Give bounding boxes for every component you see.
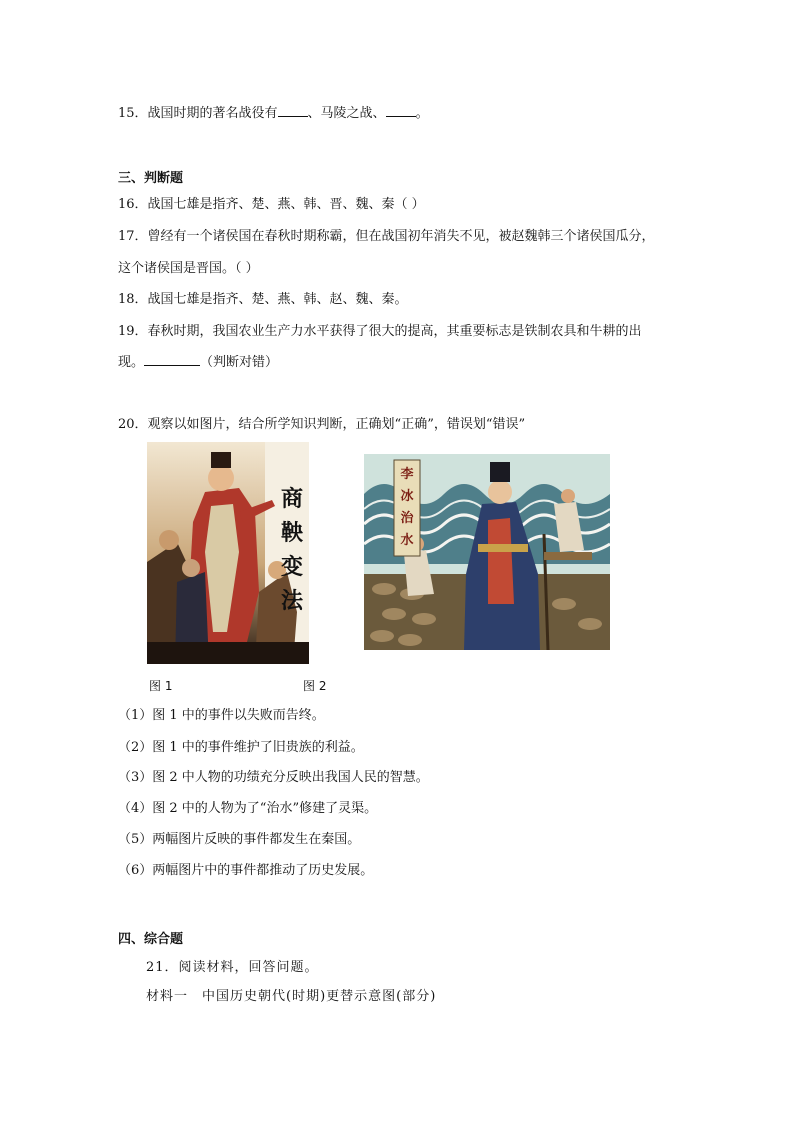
figure-2-char: 治 [400, 511, 414, 526]
figure-1-title [277, 482, 307, 618]
section-4-title: 四、综合题 [118, 932, 184, 947]
answer-blank[interactable] [386, 104, 416, 117]
question-20-item-5: （5）两幅图片反映的事件都发生在秦国。 [118, 832, 361, 847]
question-15 [118, 104, 429, 123]
figure-1-caption: 图 1 [149, 679, 173, 693]
section-3-title: 三、判断题 [118, 171, 184, 186]
question-19-line1: 19．春秋时期，我国农业生产力水平获得了很大的提高，其重要标志是铁制农具和牛耕的出 [118, 324, 642, 339]
question-16: 16．战国七雄是指齐、楚、燕、韩、晋、魏、秦（ ） [118, 197, 425, 212]
figure-1-char: 鞅 [280, 520, 303, 546]
q15-mid: 、马陵之战、 [307, 106, 386, 121]
figure-1-char: 变 [280, 554, 303, 580]
question-21-stem: 21．阅读材料，回答问题。 [146, 960, 319, 975]
question-19-line2 [118, 353, 278, 372]
figure-2-char: 李 [400, 467, 414, 482]
q19-suffix: （判断对错） [200, 355, 279, 370]
question-20-item-6: （6）两幅图片中的事件都推动了历史发展。 [118, 863, 374, 878]
q19-prefix: 现。 [118, 355, 145, 370]
figure-1-char: 商 [280, 486, 303, 512]
figure-2-char: 水 [400, 533, 414, 548]
figure-2-li-bing-water-control-image [364, 454, 610, 650]
question-18: 18．战国七雄是指齐、楚、燕、韩、赵、魏、秦。 [118, 292, 408, 307]
question-20-item-3: （3）图 2 中人物的功绩充分反映出我国人民的智慧。 [118, 770, 429, 785]
question-20-item-4: （4）图 2 中的人物为了“治水”修建了灵渠。 [118, 801, 378, 816]
question-17-line2: 这个诸侯国是晋国。（ ） [118, 261, 259, 276]
question-20-item-1: （1）图 1 中的事件以失败而告终。 [118, 708, 325, 723]
answer-blank[interactable] [144, 353, 200, 366]
figure-2-caption: 图 2 [303, 679, 327, 693]
question-20-item-2: （2）图 1 中的事件维护了旧贵族的利益。 [118, 740, 364, 755]
answer-blank[interactable] [278, 104, 308, 117]
figure-2-title [394, 464, 420, 552]
question-21-material: 材料一 中国历史朝代(时期)更替示意图(部分) [146, 989, 437, 1004]
q15-suffix: 。 [415, 106, 429, 121]
question-17-line1: 17．曾经有一个诸侯国在春秋时期称霸，但在战国初年消失不见，被赵魏韩三个诸侯国瓜分， [118, 229, 655, 244]
figure-1-char: 法 [280, 588, 303, 614]
q15-prefix: 15．战国时期的著名战役有 [118, 106, 278, 121]
figure-1-shang-yang-reform-image [147, 442, 309, 664]
figure-2-char: 冰 [400, 489, 414, 504]
question-20-stem: 20．观察以如图片，结合所学知识判断，正确划“正确”，错误划“错误” [118, 417, 526, 432]
